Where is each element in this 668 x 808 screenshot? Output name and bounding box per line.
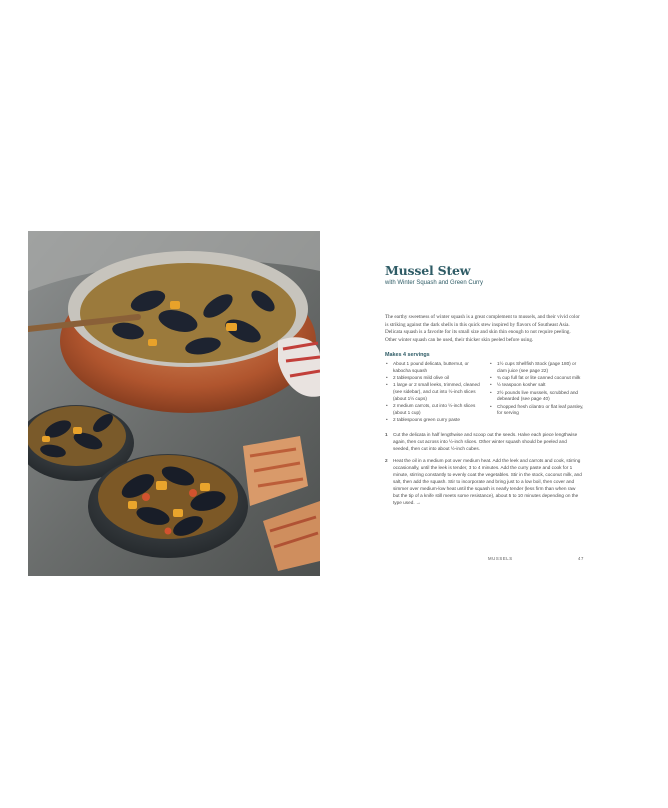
section-name: MUSSELS bbox=[488, 556, 513, 561]
step-number: 1 bbox=[385, 432, 388, 438]
ingredients-right-column bbox=[489, 361, 584, 424]
method-step bbox=[385, 431, 583, 452]
method-steps bbox=[385, 431, 585, 506]
recipe-intro: The earthy sweetness of winter squash is a great complement to mussels, and their vivid color is striking against the dark shells in this quick stew inspired by flavors of Southeast Asia. Delicata squash is a favorite for its small size and skin thin enough to not require peeling. Other winter squash can be used, their thicker skin peeled before using. bbox=[385, 314, 580, 343]
ingredients-list bbox=[385, 361, 585, 424]
recipe-title: Mussel Stew bbox=[385, 263, 471, 278]
ingredient-item: • 2½ pounds live mussels, scrubbed and debearded (see page 40) bbox=[489, 390, 584, 404]
ingredient-item: • 2 tablespoons mild olive oil bbox=[385, 375, 480, 382]
method-step bbox=[385, 457, 583, 506]
servings-label: Makes 4 servings bbox=[385, 352, 430, 359]
recipe-subtitle: with Winter Squash and Green Curry bbox=[385, 280, 484, 286]
ingredient-item: • 2 tablespoons green curry paste bbox=[385, 417, 480, 424]
ingredient-item: • 2 medium carrots, cut into ½-inch slices (about 1 cup) bbox=[385, 403, 480, 417]
step-text: Cut the delicata in half lengthwise and scoop out the seeds. Halve each piece lengthwise again, then cut across into ½-inch slices. Other winter squash should be peeled and seeded, then cut into about ½-inch cubes. bbox=[393, 432, 578, 452]
food-photo bbox=[28, 231, 320, 576]
ingredient-item: • ¾ cup full fat or lite canned coconut milk bbox=[489, 375, 584, 382]
ingredient-item: • 1 large or 2 small leeks, trimmed, cleaned (see sidebar), and cut into ½-inch slices (about 1½ cups) bbox=[385, 382, 480, 403]
page-footer bbox=[488, 556, 584, 561]
page-number: 47 bbox=[578, 556, 584, 561]
step-number: 2 bbox=[385, 458, 388, 464]
ingredient-item: • 1½ cups Shellfish Stock (page 180) or clam juice (see page 22) bbox=[489, 361, 584, 375]
ingredient-item: • About 1 pound delicata, butternut, or kabocha squash bbox=[385, 361, 480, 375]
ingredient-item: • ½ teaspoon kosher salt bbox=[489, 382, 584, 389]
ingredients-left-column bbox=[385, 361, 480, 424]
recipe-page bbox=[385, 264, 585, 511]
mussel-stew-photo-illustration bbox=[28, 231, 320, 576]
step-text: Heat the oil in a medium pot over medium heat. Add the leek and carrots and cook, stirring occasionally, until the leek is tender, 3 to 4 minutes. Add the curry paste and cook for 1 minute, stirring constantly to evenly coat the vegetables. Stir in the stock, coconut milk, and salt, then add the squash. Stir to incorporate and bring just to a low boil, then cover and simmer over medium-low heat until the squash is nearly tender (less firm than when raw but the tip of a knife still meets some resistance), about 5 to 10 minutes depending on the type used. → bbox=[393, 458, 582, 506]
ingredient-item: • Chopped fresh cilantro or flat leaf parsley, for serving bbox=[489, 404, 584, 418]
